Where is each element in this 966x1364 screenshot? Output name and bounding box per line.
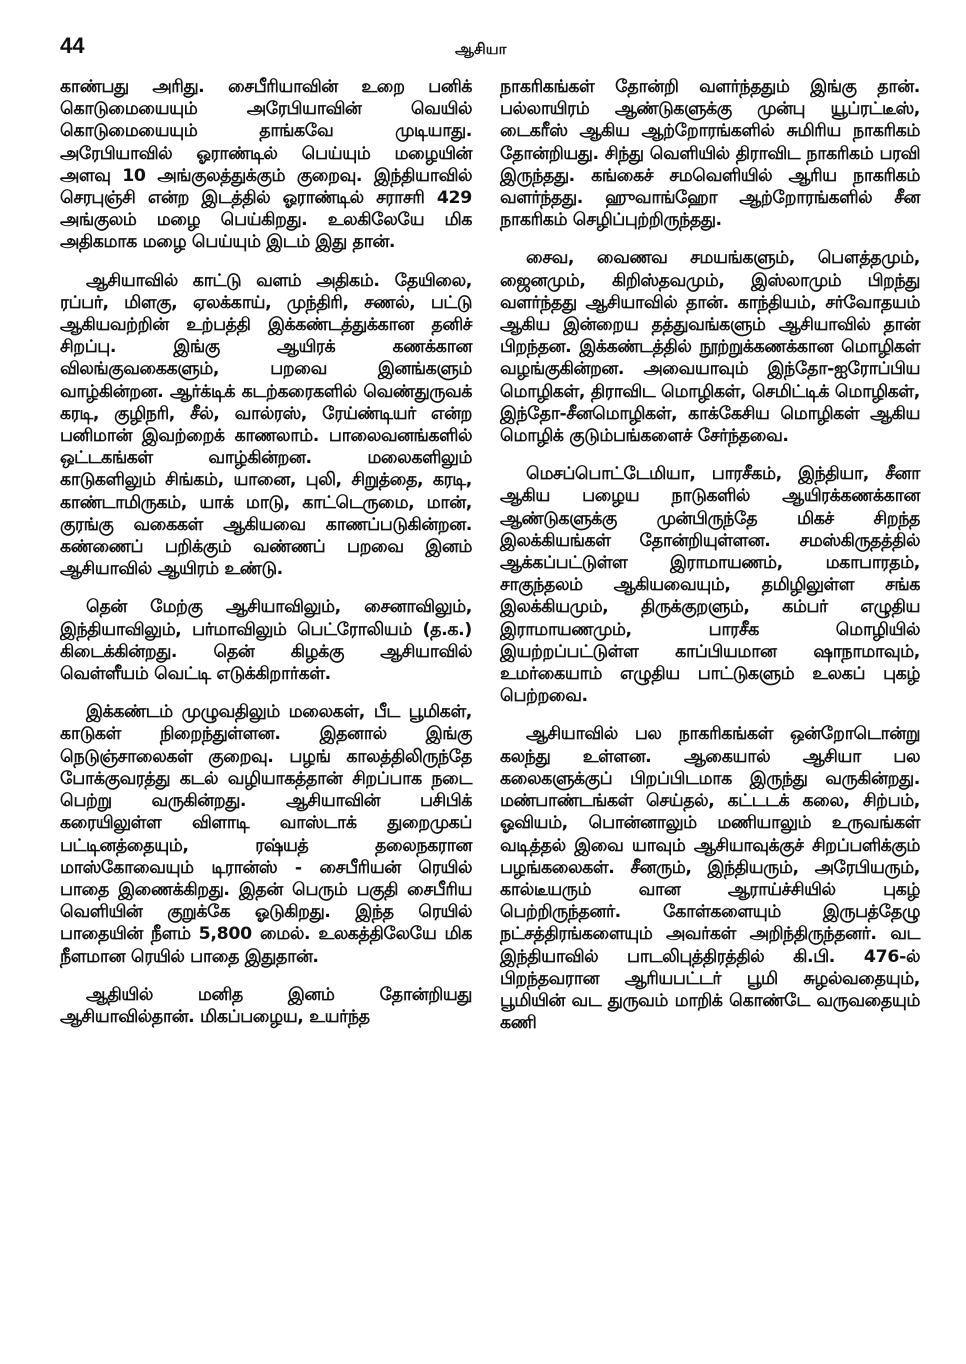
paragraph-religions-languages: சைவ, வைணவ சமயங்களும், பௌத்தமும், ஜைனமும், கிறிஸ்தவமும், இஸ்லாமும் பிறந்து வளர்ந்தது ஆசியாவில் தான். காந்தியம், சர்வோதயம் ஆகிய இன்றைய தத்துவங்களும் ஆசியாவில் தான் பிறந்தன. இக்கண்டத்தில் நூற்றுக்கணக்கான மொழிகள் வழங்குகின்றன. அவையாவும் இந்தோ-ஐரோப்பிய மொழிகள், திராவிட மொழிகள், செமிட்டிக் மொழிகள், இந்தோ-சீனமொழிகள், காக்கேசிய மொழிகள் ஆகிய மொழிக் குடும்பங்களைச் சேர்ந்தவை. <box>500 248 920 447</box>
paragraph-literature: மெசப்பொட்டேமியா, பாரசீகம், இந்தியா, சீனா ஆகிய பழைய நாடுகளில் ஆயிரக்கணக்கான ஆண்டுகளுக்கு முன்பிருந்தே மிகச் சிறந்த இலக்கியங்கள் தோன்றியுள்ளன. சமஸ்கிருதத்தில் ஆக்கப்பட்டுள்ள இராமாயணம், மகாபாரதம், சாகுந்தலம் ஆகியவையும், தமிழிலுள்ள சங்க இலக்கியமும், திருக்குறளும், கம்பர் எழுதிய இராமாயணமும், பாரசீக மொழியில் இயற்றப்பட்டுள்ள காப்பியமான ஷாநாமாவும், உமர்கையாம் எழுதிய பாட்டுகளும் உலகப் புகழ் பெற்றவை. <box>500 464 920 707</box>
paragraph-arts-astronomy: ஆசியாவில் பல நாகரிகங்கள் ஒன்றோடொன்று கலந்து உள்ளன. ஆகையால் ஆசியா பல கலைகளுக்குப் பிறப்பிடமாக இருந்து வருகின்றது. மண்பாண்டங்கள் செய்தல், கட்டடக் கலை, சிற்பம், ஓவியம், பொன்னாலும் மணியாலும் உருவங்கள் வடித்தல் இவை யாவும் ஆசியாவுக்குச் சிறப்பளிக்கும் பழங்கலைகள். சீனரும், இந்தியரும், அரேபியரும், கால்டீயரும் வான ஆராய்ச்சியில் புகழ் பெற்றிருந்தனர். கோள்களையும் இருபத்தேழு நட்சத்திரங்களையும் அவர்கள் அறிந்திருந்தனர். வட இந்தியாவில் பாடலிபுத்திரத்தில் கி.பி. 476-ல் பிறந்தவரான ஆரியபட்டர் பூமி சுழல்வதையும், பூமியின் வட துருவம் மாறிக் கொண்டே வருவதையும் கணி <box>500 724 920 1034</box>
left-column <box>60 76 472 1044</box>
running-head: ஆசியா <box>455 40 507 58</box>
paragraph-origin-of-mankind: ஆதியில் மனித இனம் தோன்றியது ஆசியாவில்தான். மிகப்பழைய, உயர்ந்த <box>60 984 472 1027</box>
paragraph-transport-railway: இக்கண்டம் முழுவதிலும் மலைகள், பீட பூமிகள், காடுகள் நிறைந்துள்ளன. இதனால் இங்கு நெடுஞ்சாலைகள் குறைவு. பழங் காலத்திலிருந்தே போக்குவரத்து கடல் வழியாகத்தான் சிறப்பாக நடை பெற்று வருகின்றது. ஆசியாவின் பசிபிக் கரையிலுள்ள விளாடி வாஸ்டாக் துறைமுகப் பட்டினத்தையும், ரஷ்யத் தலைநகரான மாஸ்கோவையும் டிரான்ஸ் - சைபீரியன் ரெயில் பாதை இணைக்கிறது. இதன் பெரும் பகுதி சைபீரிய வெளியின் குறுக்கே ஓடுகிறது. இந்த ரெயில் பாதையின் நீளம் 5,800 மைல். உலகத்திலேயே மிக நீளமான ரெயில் பாதை இதுதான். <box>60 702 472 967</box>
paragraph-climate-rainfall: காண்பது அரிது. சைபீரியாவின் உறை பனிக் கொடுமையையும் அரேபியாவின் வெயில் கொடுமையையும் தாங்கவே முடியாது. அரேபியாவில் ஓராண்டில் பெய்யும் மழையின் அளவு 10 அங்குலத்துக்கும் குறைவு. இந்தியாவில் செரபுஞ்சி என்ற இடத்தில் ஓராண்டில் சராசரி 429 அங்குலம் மழை பெய்கிறது. உலகிலேயே மிக அதிகமாக மழை பெய்யும் இடம் இது தான். <box>60 77 472 253</box>
paragraph-petroleum-tin: தென் மேற்கு ஆசியாவிலும், சைனாவிலும், இந்தியாவிலும், பர்மாவிலும் பெட்ரோலியம் (த.க.) கிடைக்கின்றது. தென் கிழக்கு ஆசியாவில் வெள்ளீயம் வெட்டி எடுக்கிறார்கள். <box>60 597 472 685</box>
paragraph-civilizations: நாகரிகங்கள் தோன்றி வளர்ந்ததும் இங்கு தான். பல்லாயிரம் ஆண்டுகளுக்கு முன்பு யூப்ரட்டீஸ், டைகரீஸ் ஆகிய ஆற்றோரங்களில் சுமிரிய நாகரிகம் தோன்றியது. சிந்து வெளியில் திராவிட நாகரிகம் பரவி இருந்தது. கங்கைச் சமவெளியில் ஆரிய நாகரிகம் வளர்ந்தது. ஹுவாங்ஹோ ஆற்றோரங்களில் சீன நாகரிகம் செழிப்புற்றிருந்தது. <box>500 77 920 231</box>
page-number: 44 <box>60 33 85 58</box>
right-column <box>500 76 920 1050</box>
paragraph-forest-wildlife: ஆசியாவில் காட்டு வளம் அதிகம். தேயிலை, ரப்பர், மிளகு, ஏலக்காய், முந்திரி, சணல், பட்டு ஆகியவற்றின் உற்பத்தி இக்கண்டத்துக்கான தனிச் சிறப்பு. இங்கு ஆயிரக் கணக்கான விலங்குவகைகளும், பறவை இனங்களும் வாழ்கின்றன. ஆர்க்டிக் கடற்கரைகளில் வெண்துருவக் கரடி, குழிநரி, சீல், வால்ரஸ், ரேய்ண்டியர் என்ற பனிமான் இவற்றைக் காணலாம். பாலைவனங்களில் ஒட்டகங்கள் வாழ்கின்றன. மலைகளிலும் காடுகளிலும் சிங்கம், யானை, புலி, சிறுத்தை, கரடி, காண்டாமிருகம், யாக் மாடு, காட்டெருமை, மான், குரங்கு வகைகள் ஆகியவை காணப்படுகின்றன. கண்ணைப் பறிக்கும் வண்ணப் பறவை இனம் ஆசியாவில் ஆயிரம் உண்டு. <box>60 270 472 580</box>
